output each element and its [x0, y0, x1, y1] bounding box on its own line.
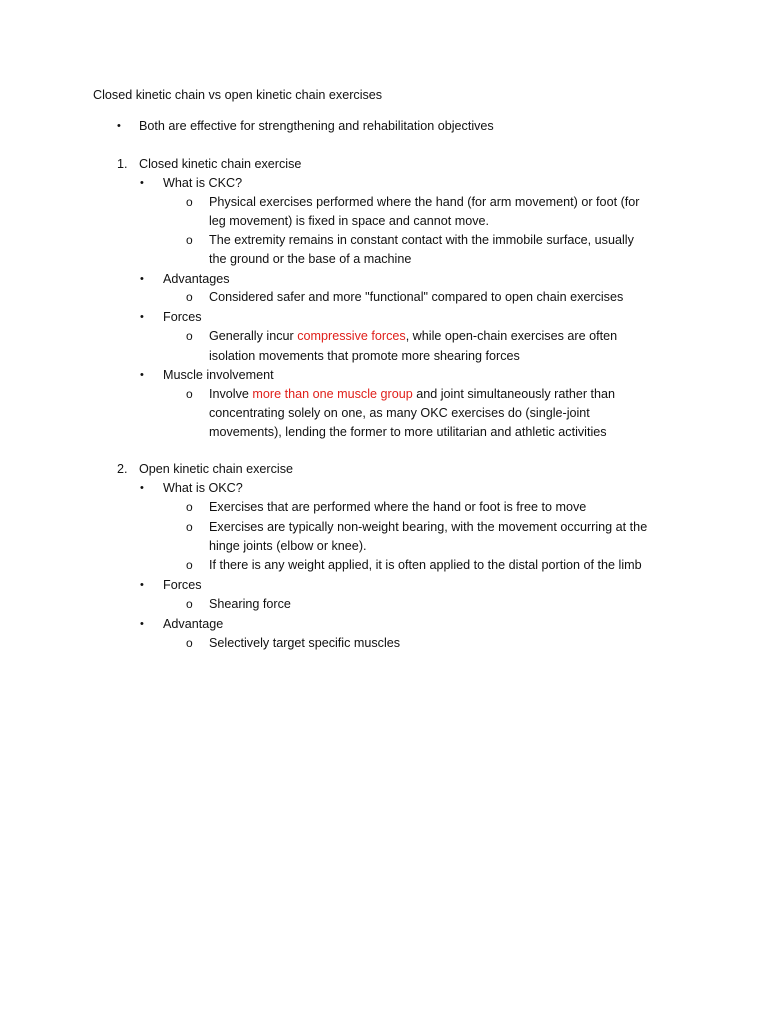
bullet-marker: • — [140, 311, 144, 323]
sub-bullet-marker: o — [186, 597, 193, 611]
section2-advantage-item1: Selectively target specific muscles — [209, 636, 401, 650]
section1-forces-item1-line1 — [209, 327, 617, 346]
section2-number: 2. — [117, 462, 128, 476]
section1-muscle-item1-line1 — [209, 385, 615, 404]
section2-forces-item1: Shearing force — [209, 597, 291, 611]
section2-what-item2-line1: Exercises are typically non-weight bearing, with the movement occurring at the — [209, 520, 648, 534]
intro-bullet-text: Both are effective for strengthening and rehabilitation objectives — [139, 119, 494, 133]
section1-what-item2-line2: the ground or the base of a machine — [209, 252, 412, 266]
sub-bullet-marker: o — [186, 500, 193, 514]
section1-what-item2-line1: The extremity remains in constant contact with the immobile surface, usually — [209, 233, 634, 247]
sub-bullet-marker: o — [186, 329, 193, 343]
forces-prefix: Generally incur — [209, 329, 298, 343]
compressive-forces-highlight: compressive forces — [297, 329, 406, 343]
bullet-marker: • — [140, 579, 144, 591]
sub-bullet-marker: o — [186, 290, 193, 304]
section1-what-item1-line2: leg movement) is fixed in space and cannot move. — [209, 214, 490, 228]
section2-what-item1: Exercises that are performed where the hand or foot is free to move — [209, 500, 587, 514]
section2-what-item3: If there is any weight applied, it is often applied to the distal portion of the limb — [209, 558, 642, 572]
section1-advantages-item1: Considered safer and more "functional" compared to open chain exercises — [209, 290, 624, 304]
section2-advantage-label: Advantage — [163, 617, 224, 631]
section1-muscle-item1-line3: movements), lending the former to more utilitarian and athletic activities — [209, 425, 607, 439]
section1-muscle-item1-line2: concentrating solely on one, as many OKC exercises do (single-joint — [209, 406, 590, 420]
bullet-marker: • — [140, 177, 144, 189]
sub-bullet-marker: o — [186, 387, 193, 401]
bullet-marker: • — [117, 120, 121, 132]
bullet-marker: • — [140, 369, 144, 381]
bullet-marker: • — [140, 618, 144, 630]
sub-bullet-marker: o — [186, 195, 193, 209]
section1-forces-item1-line2: isolation movements that promote more shearing forces — [209, 349, 520, 363]
section2-what-item2-line2: hinge joints (elbow or knee). — [209, 539, 367, 553]
forces-suffix: , while open-chain exercises are often — [405, 329, 618, 343]
section1-what-label: What is CKC? — [163, 176, 243, 190]
section1-advantages-label: Advantages — [163, 272, 230, 286]
section1-number: 1. — [117, 157, 128, 171]
sub-bullet-marker: o — [186, 558, 193, 572]
document-title: Closed kinetic chain vs open kinetic chain exercises — [93, 88, 383, 102]
section2-heading: Open kinetic chain exercise — [139, 462, 294, 476]
section1-what-item1-line1: Physical exercises performed where the hand (for arm movement) or foot (for — [209, 195, 640, 209]
muscle-suffix: and joint simultaneously rather than — [412, 387, 616, 401]
bullet-marker: • — [140, 482, 144, 494]
muscle-group-highlight: more than one muscle group — [252, 387, 413, 401]
section1-heading: Closed kinetic chain exercise — [139, 157, 302, 171]
muscle-prefix: Involve — [209, 387, 253, 401]
section1-forces-label: Forces — [163, 310, 202, 324]
section2-what-label: What is OKC? — [163, 481, 243, 495]
section2-forces-label: Forces — [163, 578, 202, 592]
sub-bullet-marker: o — [186, 233, 193, 247]
sub-bullet-marker: o — [186, 520, 193, 534]
sub-bullet-marker: o — [186, 636, 193, 650]
bullet-marker: • — [140, 273, 144, 285]
section1-muscle-label: Muscle involvement — [163, 368, 274, 382]
